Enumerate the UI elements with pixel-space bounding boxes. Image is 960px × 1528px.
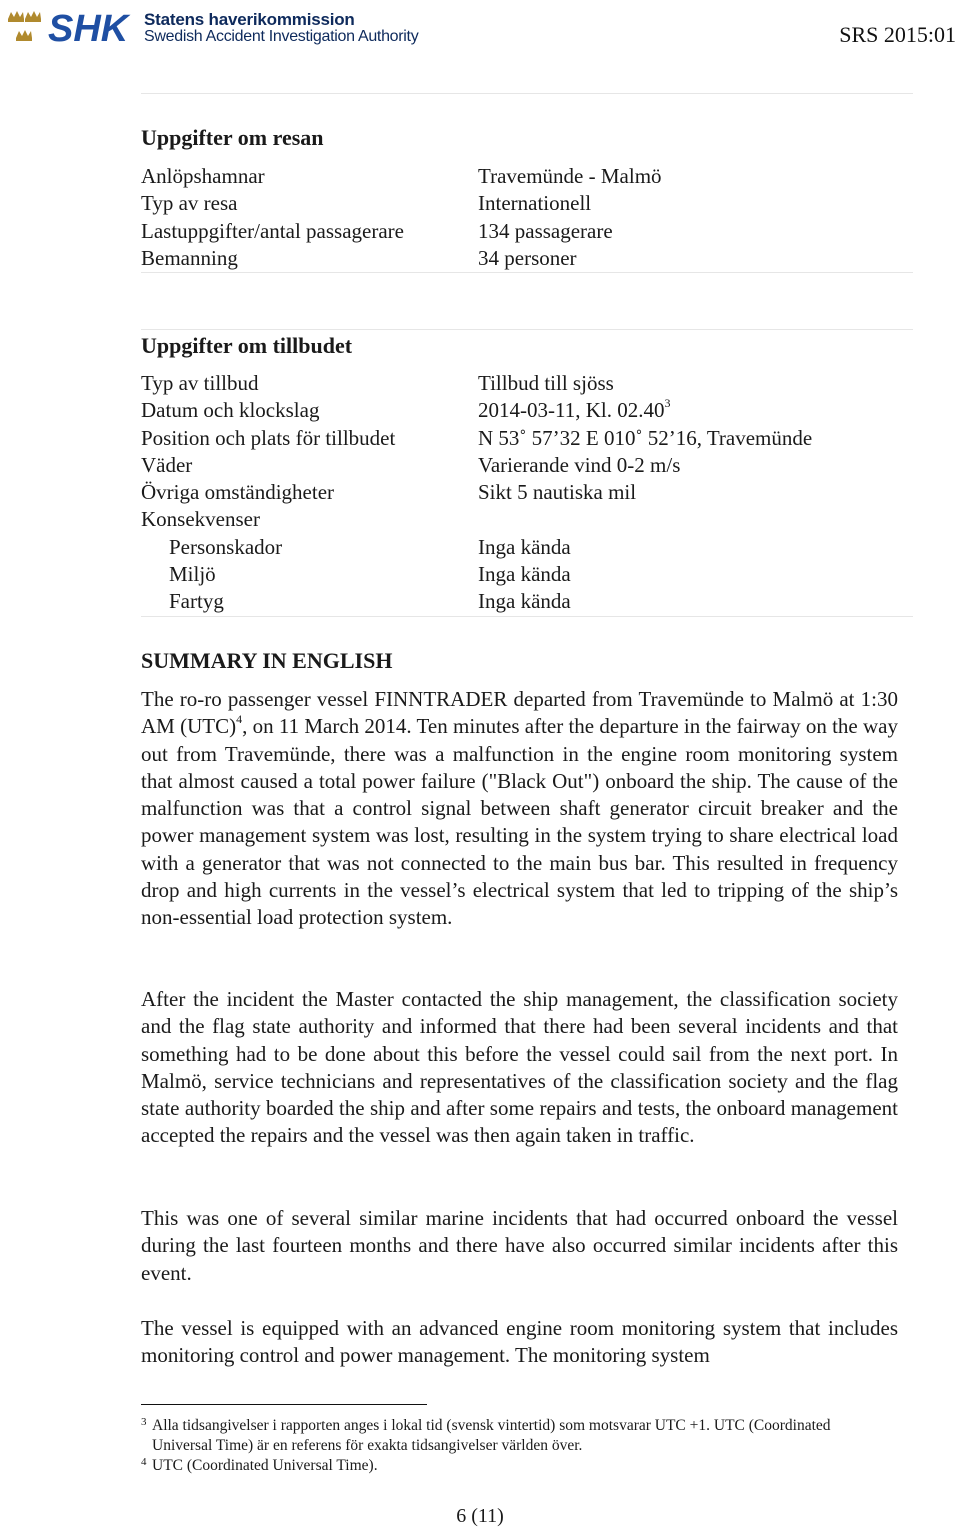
field-value: N 53˚ 57’32 E 010˚ 52’16, Travemünde [478,425,813,450]
footnote [141,1456,891,1476]
voyage-table [141,163,913,272]
org-name-en: Swedish Accident Investigation Authority [144,27,419,45]
field-value: 2014-03-11, Kl. 02.40$^3$ [478,396,671,423]
field-label: Typ av resa [141,191,238,216]
table-row [141,397,913,424]
org-name-sv: Statens haverikommission [144,9,355,29]
field-label: Fartyg [169,589,224,614]
table-row [141,561,913,588]
summary-paragraph-3: This was one of several similar marine incidents that had occurred onboard the vessel during the last fourteen months and there have also occurred similar incidents after this event. [141,1206,898,1285]
field-value: Sikt 5 nautiska mil [478,480,637,505]
three-crowns-icon [6,9,42,47]
field-value: 134 passagerare [478,218,613,243]
divider [141,616,913,617]
table-row [141,163,913,190]
summary-paragraph-1: The ro-ro passenger vessel FINNTRADER departed from Travemünde to Malmö at 1:30 AM (UTC)$^4$, on 11 March 2014. Ten minutes after the departure in the fairway on the way out from Travemünde, there was a malfunction in the engine room monitoring system that almost caused a total power failure ("Black Out") onboard the ship. The cause of the malfunction was that a control signal between shaft generator circuit breaker and the power management system was lost, resulting in the system trying to share electrical load with a generator that was not connected to the main bus bar. This resulted in frequency drop and high currents in the vessel’s electrical system that led to tripping of the ship’s non-essential load protection system. [141,687,898,930]
field-label: Övriga omständigheter [141,480,335,505]
field-label: Personskador [169,534,283,559]
table-row [141,190,913,217]
table-row [141,452,913,479]
footnotes [141,1416,891,1476]
table-row [141,588,913,615]
footnote-ref: 4 [236,712,243,727]
page-number: 6 (11) [456,1505,504,1527]
field-value: Inga kända [478,562,571,587]
field-value: Inga kända [478,534,571,559]
field-label: Datum och klockslag [141,398,320,423]
table-row [141,218,913,245]
footnote-text: UTC (Coordinated Universal Time). [152,1457,378,1474]
field-value: Tillbud till sjöss [478,371,614,395]
divider [141,272,913,273]
divider [141,329,913,330]
footnote-number: 4 [141,1456,147,1468]
shk-logo-mark [46,8,138,48]
section-title-voyage: Uppgifter om resan [141,125,324,150]
page-header [0,0,960,70]
table-row [141,425,913,452]
field-value: Travemünde - Malmö [478,164,662,188]
summary-paragraph-4: The vessel is equipped with an advanced engine room monitoring system that includes monitoring control and power management. The monitoring system [141,1316,898,1368]
field-label: Miljö [169,562,216,587]
footnote-ref: 3 [664,396,671,411]
field-label: Position och plats för tillbudet [141,425,396,450]
incident-table [141,370,913,616]
field-label: Typ av tillbud [141,371,259,395]
divider [141,93,913,94]
field-value: Inga kända [478,589,571,614]
field-label: Lastuppgifter/antal passagerare [141,218,404,243]
report-number: SRS 2015:01 [839,22,956,47]
table-row [141,534,913,561]
field-label: Konsekvenser [141,507,260,532]
field-label: Anlöpshamnar [141,164,265,188]
field-label: Väder [141,452,193,477]
table-row [141,506,913,533]
field-label: Bemanning [141,245,238,270]
shk-logo [6,6,418,50]
summary-paragraph-2: After the incident the Master contacted the ship management, the classification society and the flag state authority and informed that there had been several incidents and that something had to be done about this before the vessel could sail from the next port. In Malmö, service technicians and representatives of the classification society and the flag state authority boarded the ship and after some repairs and tests, the onboard management accepted the repairs and the vessel was then again taken in traffic. [141,987,898,1148]
footnote-divider [141,1404,427,1405]
field-value: 34 personer [478,245,577,270]
section-title-summary: SUMMARY IN ENGLISH [141,648,393,673]
table-row [141,370,913,397]
footnote [141,1416,891,1456]
section-title-incident: Uppgifter om tillbudet [141,333,353,358]
svg-text:SHK: SHK [48,8,129,48]
footnote-text: Alla tidsangivelser i rapporten anges i lokal tid (svensk vintertid) som motsvarar UTC +1. UTC (Coordinated Universal Time) är en referens för exakta tidsangivelser världen över. [152,1417,831,1454]
table-row [141,479,913,506]
field-value: Varierande vind 0-2 m/s [478,452,681,477]
footnote-number: 3 [141,1416,147,1428]
field-value: Internationell [478,191,592,216]
table-row [141,245,913,272]
